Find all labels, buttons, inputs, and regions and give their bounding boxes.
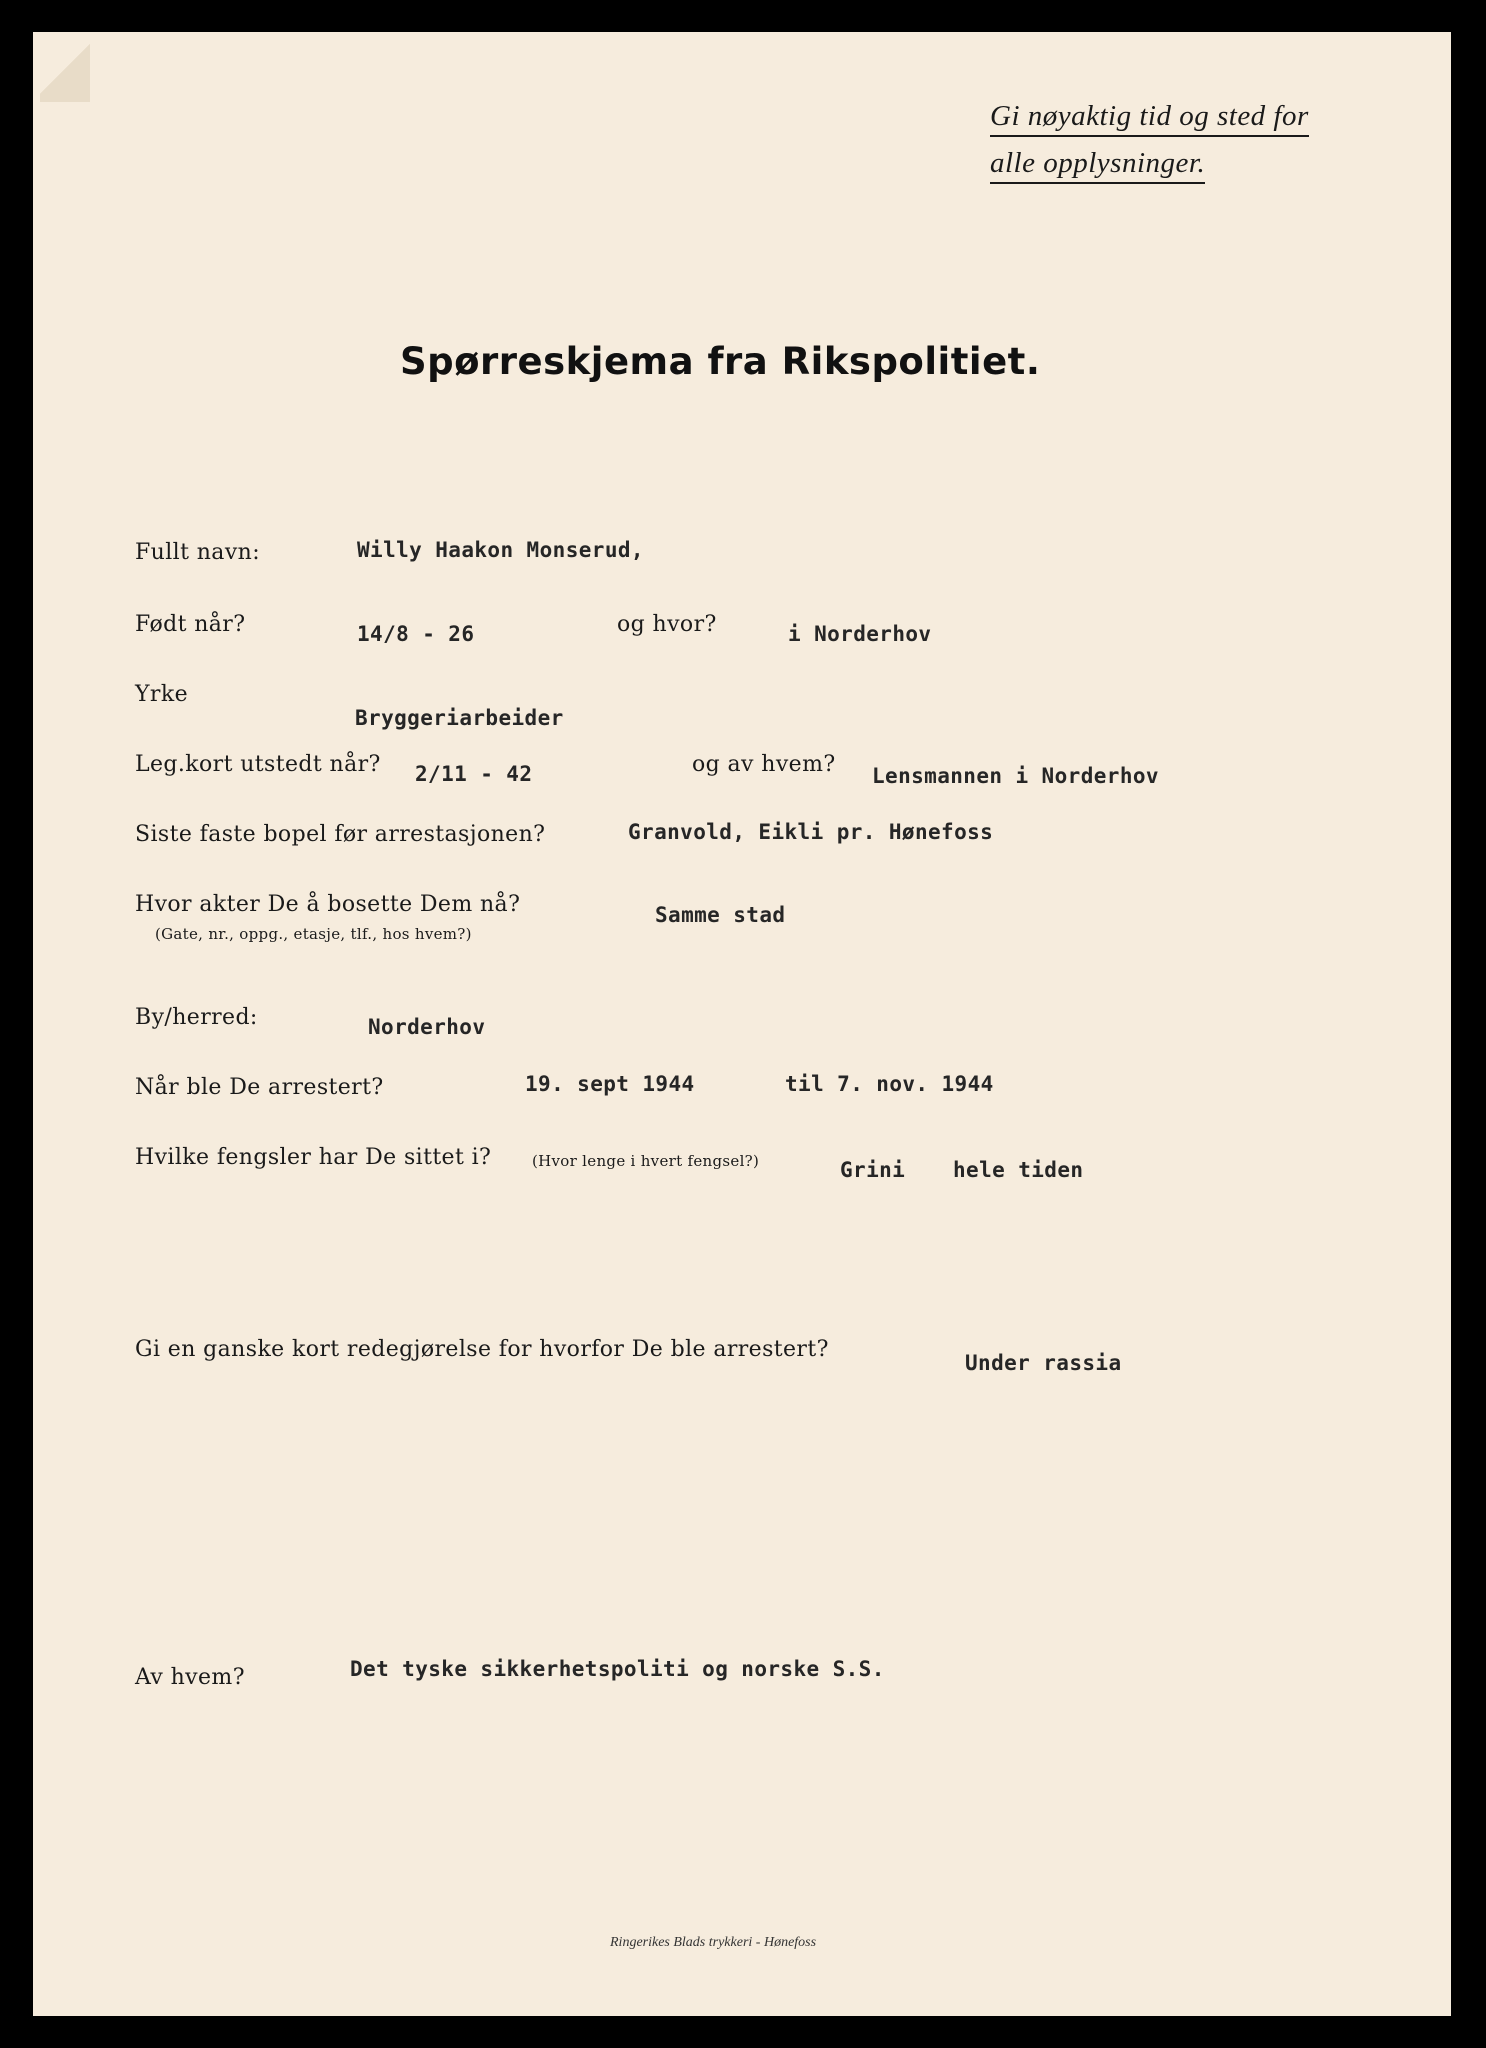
born-label: Født når? [135,612,246,637]
born-date-value: 14/8 - 26 [357,622,475,646]
folded-corner [40,36,90,102]
full-name-value: Willy Haakon Monserud, [357,538,644,562]
reason-value: Under rassia [965,1351,1122,1375]
born-where-value: i Norderhov [788,622,932,646]
reason-label: Gi en ganske kort redegjørelse for hvorfor De ble arrestert? [135,1337,829,1362]
settle-hint: (Gate, nr., oppg., etasje, tlf., hos hvem?) [155,925,472,943]
by-whom-value: Det tyske sikkerhetspoliti og norske S.S. [350,1657,885,1681]
prison-duration-value: hele tiden [953,1158,1084,1182]
idcard-label: Leg.kort utstedt når? [135,752,381,777]
prison-value: Grini [840,1158,906,1182]
occupation-label: Yrke [135,682,188,707]
settle-value: Samme stad [655,903,786,927]
town-label: By/herred: [135,1005,258,1030]
idcard-issuer-value: Lensmannen i Norderhov [872,764,1159,788]
arrest-label: Når ble De arrestert? [135,1075,384,1100]
by-whom-label: Av hvem? [135,1665,245,1690]
occupation-value: Bryggeriarbeider [355,706,564,730]
instruction-line-1: Gi nøyaktig tid og sted for [990,100,1309,137]
prisons-label: Hvilke fengsler har De sittet i? [135,1145,492,1170]
residence-label: Siste faste bopel før arrestasjonen? [135,822,546,847]
arrest-until-value: til 7. nov. 1944 [785,1072,994,1096]
printer-footer: Ringerikes Blads trykkeri - Hønefoss [610,1935,817,1950]
town-value: Norderhov [368,1015,486,1039]
instruction-line-2: alle opplysninger. [990,147,1205,184]
idcard-issuer-label: og av hvem? [692,752,836,777]
born-where-label: og hvor? [617,612,717,637]
full-name-label: Fullt navn: [135,540,261,565]
form-title: Spørreskjema fra Rikspolitiet. [400,340,1041,383]
arrest-date-value: 19. sept 1944 [525,1072,695,1096]
settle-label: Hvor akter De å bosette Dem nå? [135,892,521,917]
residence-value: Granvold, Eikli pr. Hønefoss [628,820,994,844]
prisons-hint: (Hvor lenge i hvert fengsel?) [532,1152,760,1170]
idcard-date-value: 2/11 - 42 [415,762,533,786]
